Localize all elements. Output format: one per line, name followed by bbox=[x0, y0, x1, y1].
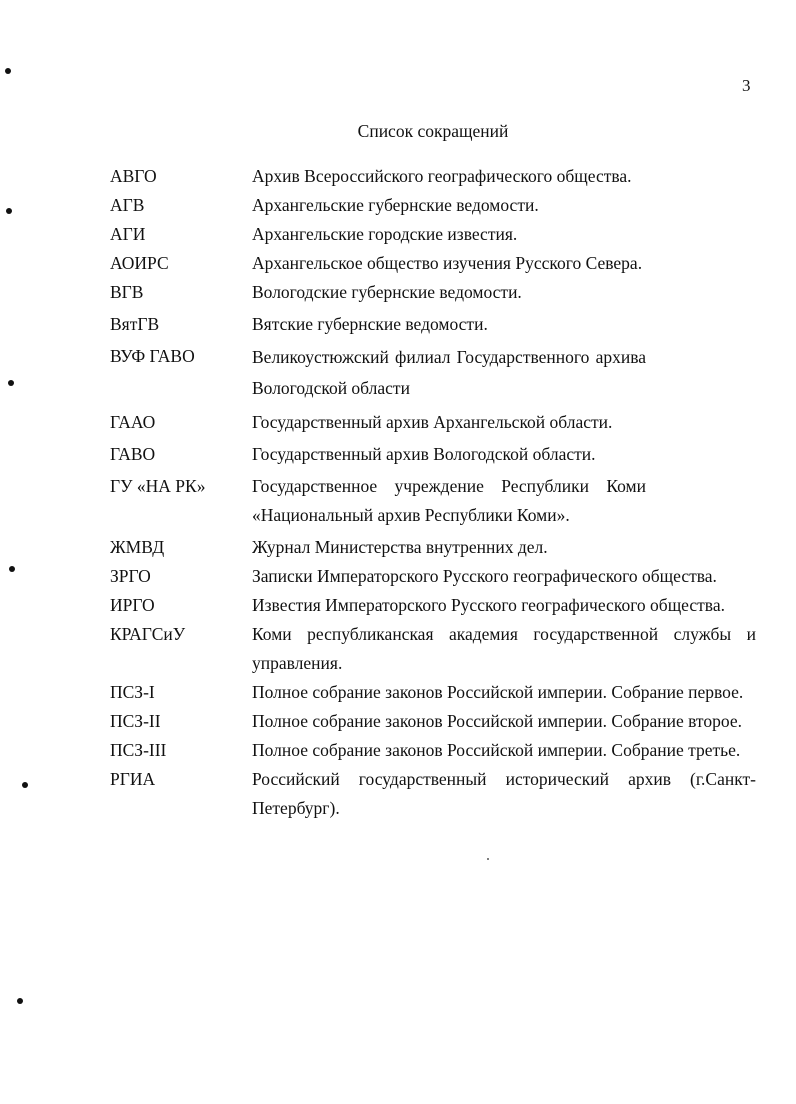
abbreviation-definition: Известия Императорского Русского географического общества. bbox=[252, 595, 725, 615]
abbreviation-term: ГУ «НА РК» bbox=[110, 476, 206, 496]
list-item bbox=[110, 736, 756, 765]
abbreviation-definition: Вологодские губернские ведомости. bbox=[252, 282, 522, 302]
abbreviation-definition: Великоустюжский филиал Государственного архива Вологодской области bbox=[252, 347, 646, 398]
punch-hole-dot bbox=[8, 380, 14, 386]
punch-hole-dot bbox=[6, 208, 12, 214]
abbreviation-definition: Архангельские городские известия. bbox=[252, 224, 518, 244]
abbreviation-term: ЖМВД bbox=[110, 537, 165, 557]
abbreviation-definition: Полное собрание законов Российской империи. Собрание второе. bbox=[252, 711, 742, 731]
abbreviation-list bbox=[110, 162, 756, 823]
list-item bbox=[110, 562, 756, 591]
abbreviation-definition: Вятские губернские ведомости. bbox=[252, 314, 488, 334]
abbreviation-term: АГВ bbox=[110, 195, 145, 215]
page-title: Список сокращений bbox=[357, 121, 509, 141]
abbreviation-term: ИРГО bbox=[110, 595, 155, 615]
list-item bbox=[110, 678, 756, 707]
list-item bbox=[110, 191, 756, 220]
abbreviation-definition: Журнал Министерства внутренних дел. bbox=[252, 537, 548, 557]
abbreviation-definition: Коми республиканская академия государственной службы и управления. bbox=[252, 624, 756, 673]
abbreviation-definition: Государственное учреждение Республики Коми «Национальный архив Республики Коми». bbox=[252, 476, 646, 525]
abbreviation-term: КРАГСиУ bbox=[110, 624, 186, 644]
abbreviation-definition: Архив Всероссийского географического общества. bbox=[252, 166, 632, 186]
abbreviation-term: ПСЗ-I bbox=[110, 682, 155, 702]
abbreviation-term: ГАВО bbox=[110, 444, 156, 464]
punch-hole-dot bbox=[5, 68, 11, 74]
abbreviation-term: ПСЗ-II bbox=[110, 711, 161, 731]
list-item bbox=[110, 707, 756, 736]
punch-hole-dot bbox=[22, 782, 28, 788]
abbreviation-definition: Полное собрание законов Российской империи. Собрание третье. bbox=[252, 740, 741, 760]
abbreviation-definition: Записки Императорского Русского географического общества. bbox=[252, 566, 717, 586]
list-item bbox=[110, 472, 756, 530]
list-item bbox=[110, 278, 756, 307]
abbreviation-definition: Архангельские губернские ведомости. bbox=[252, 195, 539, 215]
abbreviation-term: ПСЗ-III bbox=[110, 740, 167, 760]
list-item bbox=[110, 342, 756, 404]
list-item bbox=[110, 310, 756, 339]
abbreviation-term: ГААО bbox=[110, 412, 156, 432]
abbreviation-definition: Полное собрание законов Российской империи. Собрание первое. bbox=[252, 682, 744, 702]
abbreviation-definition: Государственный архив Архангельской области. bbox=[252, 412, 613, 432]
abbreviation-definition: Государственный архив Вологодской области. bbox=[252, 444, 596, 464]
list-item bbox=[110, 765, 756, 823]
abbreviation-term: ЗРГО bbox=[110, 566, 151, 586]
abbreviation-term: АВГО bbox=[110, 166, 157, 186]
punch-hole-dot bbox=[17, 998, 23, 1004]
abbreviation-term: РГИА bbox=[110, 769, 156, 789]
abbreviation-definition: Архангельское общество изучения Русского Севера. bbox=[252, 253, 643, 273]
abbreviation-term: АГИ bbox=[110, 224, 146, 244]
abbreviation-term: ВГВ bbox=[110, 282, 144, 302]
abbreviation-term: ВУФ ГАВО bbox=[110, 346, 195, 366]
list-item bbox=[110, 408, 756, 437]
punch-hole-dot bbox=[9, 566, 15, 572]
page-number: 3 bbox=[742, 76, 751, 95]
list-item bbox=[110, 440, 756, 469]
list-item bbox=[110, 620, 756, 678]
abbreviation-definition: Российский государственный исторический архив (г.Санкт-Петербург). bbox=[252, 769, 756, 818]
list-item bbox=[110, 591, 756, 620]
list-item bbox=[110, 162, 756, 191]
abbreviation-term: ВятГВ bbox=[110, 314, 160, 334]
abbreviation-term: АОИРС bbox=[110, 253, 169, 273]
scan-speck bbox=[487, 858, 489, 860]
list-item bbox=[110, 249, 756, 278]
list-item bbox=[110, 220, 756, 249]
list-item bbox=[110, 533, 756, 562]
